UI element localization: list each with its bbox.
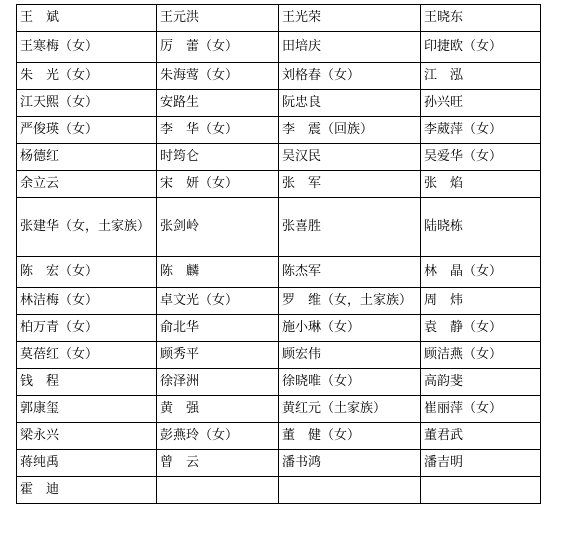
name-cell: 徐泽洲 (157, 369, 279, 396)
name-cell: 崔丽萍（女） (421, 396, 541, 423)
name-cell: 袁 静（女） (421, 315, 541, 342)
table-row (17, 198, 541, 257)
name-cell: 张 焰 (421, 171, 541, 198)
table-row (17, 315, 541, 342)
name-cell: 张 军 (279, 171, 421, 198)
name-cell: 柏万青（女） (17, 315, 157, 342)
name-cell: 梁永兴 (17, 423, 157, 450)
name-cell: 吴汉民 (279, 144, 421, 171)
name-cell: 王光荣 (279, 5, 421, 32)
name-cell: 董 健（女） (279, 423, 421, 450)
table-row (17, 288, 541, 315)
name-cell: 杨德红 (17, 144, 157, 171)
table-row (17, 477, 541, 504)
name-cell: 徐晓唯（女） (279, 369, 421, 396)
name-cell: 田培庆 (279, 32, 421, 63)
name-cell: 潘书鸿 (279, 450, 421, 477)
name-cell (421, 477, 541, 504)
name-cell: 林洁梅（女） (17, 288, 157, 315)
name-cell: 张建华（女，土家族） (17, 198, 157, 257)
table-row (17, 117, 541, 144)
name-cell: 安路生 (157, 90, 279, 117)
name-cell: 李葳萍（女） (421, 117, 541, 144)
name-cell: 陈杰军 (279, 257, 421, 288)
name-cell: 陆晓栋 (421, 198, 541, 257)
name-list-table (16, 4, 541, 504)
name-cell: 王 斌 (17, 5, 157, 32)
name-cell: 董君武 (421, 423, 541, 450)
table-row (17, 257, 541, 288)
name-cell: 陈 麟 (157, 257, 279, 288)
name-cell: 吴爱华（女） (421, 144, 541, 171)
name-cell: 黄 强 (157, 396, 279, 423)
name-cell: 王元洪 (157, 5, 279, 32)
name-cell: 黄红元（土家族） (279, 396, 421, 423)
name-cell: 张喜胜 (279, 198, 421, 257)
name-cell: 王晓东 (421, 5, 541, 32)
name-cell: 钱 程 (17, 369, 157, 396)
name-cell (157, 477, 279, 504)
name-cell: 张剑岭 (157, 198, 279, 257)
name-cell: 卓文光（女） (157, 288, 279, 315)
name-cell: 施小琳（女） (279, 315, 421, 342)
table-row (17, 369, 541, 396)
name-cell: 曾 云 (157, 450, 279, 477)
name-cell: 朱 光（女） (17, 63, 157, 90)
name-cell: 罗 维（女，土家族） (279, 288, 421, 315)
name-cell: 江天熙（女） (17, 90, 157, 117)
name-cell: 时筠仑 (157, 144, 279, 171)
name-cell: 蒋纯禹 (17, 450, 157, 477)
table-row (17, 63, 541, 90)
name-cell: 宋 妍（女） (157, 171, 279, 198)
name-cell: 李 华（女） (157, 117, 279, 144)
name-cell: 余立云 (17, 171, 157, 198)
table-row (17, 171, 541, 198)
table-row (17, 144, 541, 171)
name-cell: 高韵斐 (421, 369, 541, 396)
name-cell: 俞北华 (157, 315, 279, 342)
name-cell: 顾宏伟 (279, 342, 421, 369)
name-cell: 顾秀平 (157, 342, 279, 369)
name-cell: 李 震（回族） (279, 117, 421, 144)
table-body (17, 5, 541, 504)
table-row (17, 342, 541, 369)
name-cell: 阮忠良 (279, 90, 421, 117)
table-row (17, 396, 541, 423)
name-cell: 顾洁燕（女） (421, 342, 541, 369)
name-cell (279, 477, 421, 504)
name-cell: 朱海莺（女） (157, 63, 279, 90)
name-cell: 印捷欧（女） (421, 32, 541, 63)
name-cell: 霍 迪 (17, 477, 157, 504)
table-row (17, 423, 541, 450)
name-cell: 莫蓓红（女） (17, 342, 157, 369)
name-cell: 刘格春（女） (279, 63, 421, 90)
name-cell: 江 泓 (421, 63, 541, 90)
name-cell: 郭康玺 (17, 396, 157, 423)
name-cell: 周 炜 (421, 288, 541, 315)
name-cell: 严俊瑛（女） (17, 117, 157, 144)
name-cell: 陈 宏（女） (17, 257, 157, 288)
name-cell: 厉 蕾（女） (157, 32, 279, 63)
name-cell: 彭燕玲（女） (157, 423, 279, 450)
name-cell: 潘吉明 (421, 450, 541, 477)
name-cell: 王寒梅（女） (17, 32, 157, 63)
name-cell: 孙兴旺 (421, 90, 541, 117)
table-row (17, 32, 541, 63)
table-row (17, 90, 541, 117)
table-row (17, 450, 541, 477)
table-row (17, 5, 541, 32)
name-cell: 林 晶（女） (421, 257, 541, 288)
